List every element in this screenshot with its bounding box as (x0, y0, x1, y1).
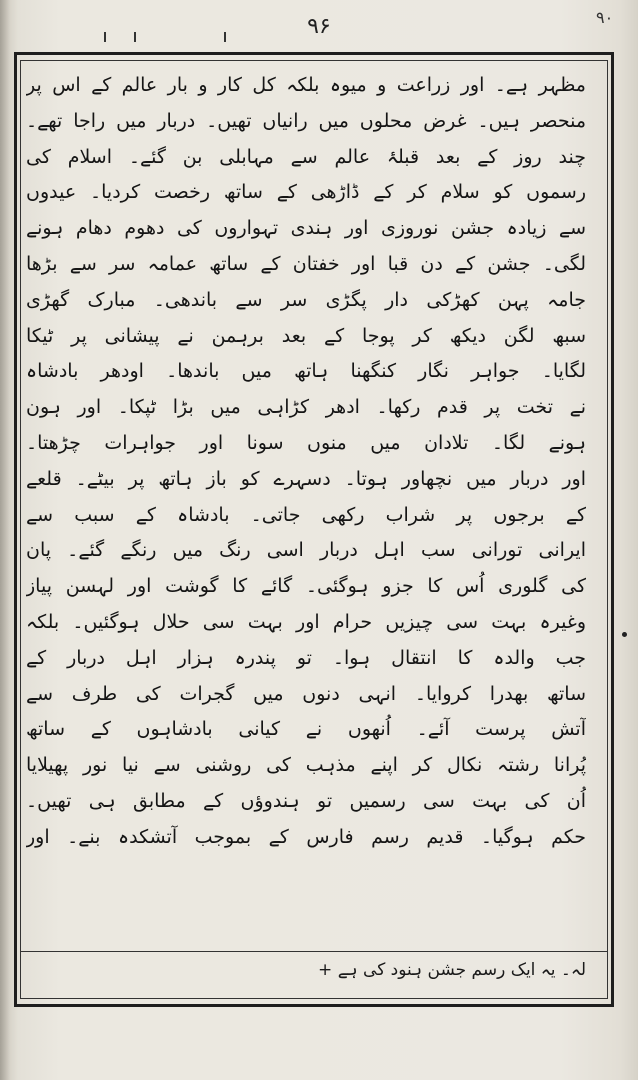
text-line: منحصر ہیں۔ غرض محلوں میں رانیاں تھیں۔ دربار میں راجا تھے۔ (26, 109, 586, 132)
text-line: مظہر ہے۔ اور زراعت و میوہ بلکہ کل کار و بار عالم کے اس پر (26, 74, 586, 96)
text-line: کے برجوں پر شراب رکھی جاتی۔ بادشاہ کے سبب سے (26, 503, 586, 526)
text-line: ہونے لگا۔ تلادان میں منوں سونا اور جواہرات چڑھتا۔ (26, 431, 586, 454)
text-line: لگایا۔ جواہر نگار کنگھنا ہاتھ میں باندھا۔ اودھر بادشاہ (26, 360, 586, 383)
text-line: جامہ پہن کھڑکی دار پگڑی سر سے باندھی۔ مبارک گھڑی (26, 288, 586, 311)
text-line: نے تخت پر قدم رکھا۔ ادھر کڑاہی میں بڑا ٹپکا۔ اور ہون (26, 396, 586, 419)
text-line: کی گلوری اُس کا جزو ہوگئی۔ گائے کا گوشت اور لہسن پیاز (26, 575, 586, 598)
footnote: لہ۔ یہ ایک رسم جشن ہنود کی ہے + (318, 960, 586, 980)
text-line: سے زیادہ جشن نوروزی اور ہندی تہواروں کی دھوم دھام ہونے (26, 217, 586, 240)
text-line: حکم ہوگیا۔ قدیم رسم فارس کے بموجب آتشکدہ بنے۔ اور (26, 825, 586, 848)
page-number: ۹۶ (307, 14, 331, 39)
text-line: جب والدہ کا انتقال ہوا۔ تو پندرہ ہزار اہل دربار کے (26, 646, 586, 669)
corner-mark: ٩٠ (596, 8, 614, 27)
text-line: رسموں کو سلام کر کے ڈاڑھی کے ساتھ رخصت کردیا۔ عیدوں (26, 181, 586, 204)
text-line: اُن کی بہت سی رسمیں تو ہندوؤں کے مطابق ہی تھیں۔ (26, 789, 586, 812)
margin-tick (104, 32, 106, 42)
text-line: ایرانی تورانی سب اہل دربار اسی رنگ میں رنگے گئے۔ پان (26, 539, 586, 562)
text-line: سبھ لگن دیکھ کر پوجا کے بعد برہمن نے پیشانی پر ٹیکا (26, 324, 586, 347)
text-line: ساتھ بھدرا کروایا۔ انہی دنوں میں گجرات کی طرف سے (26, 682, 586, 705)
margin-tick (224, 32, 226, 42)
text-line: وغیرہ بہت سی چیزیں حرام اور بہت سی حلال ہوگئیں۔ بلکہ (26, 610, 586, 633)
margin-dot (622, 632, 627, 637)
text-line: آتش پرست آئے۔ اُنھوں نے کیانی بادشاہوں کے ساتھ (26, 718, 586, 741)
text-line: پُرانا رشتہ نکال کر اپنے مذہب کی روشنی سے نیا نور پھیلایا (26, 754, 586, 777)
text-line: اور دربار میں نچھاور ہوتا۔ دسہرے کو باز ہاتھ پر بیٹے۔ قلعے (26, 467, 586, 490)
footnote-divider (20, 951, 608, 952)
body-text (26, 68, 586, 948)
binding-shadow (0, 0, 10, 1080)
margin-tick (134, 32, 136, 42)
text-line: چند روز کے بعد قبلۂ عالم سے مہابلی بن گئے۔ اسلام کی (26, 145, 586, 168)
text-line: لگی۔ جشن کے دن قبا اور خفتان کے ساتھ عمامہ سر سے بڑھا (26, 252, 586, 275)
